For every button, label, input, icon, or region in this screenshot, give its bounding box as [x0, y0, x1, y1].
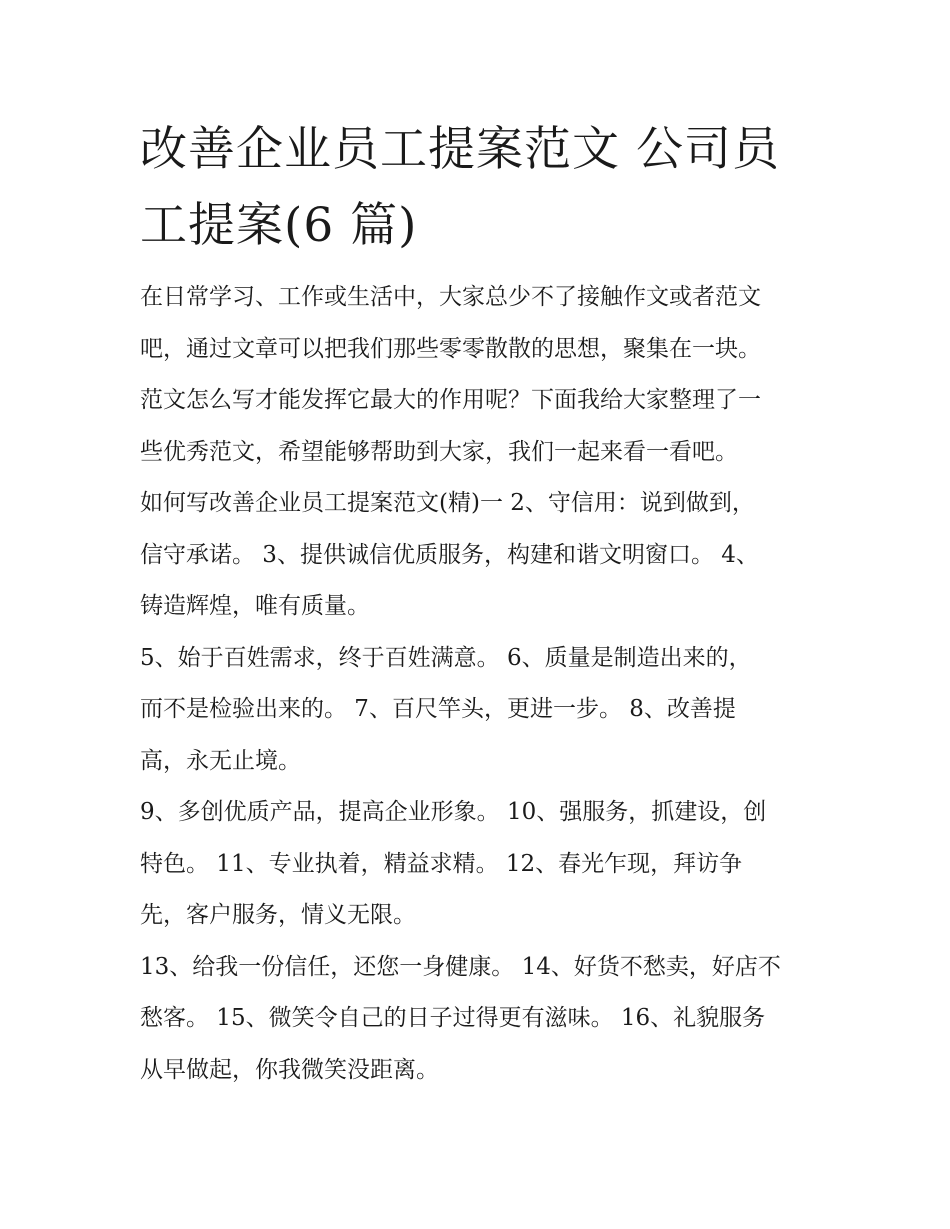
text-line: 而不是检验出来的。 7、百尺竿头，更进一步。 8、改善提 — [140, 696, 736, 722]
document-page — [140, 112, 815, 1096]
text-line: 高，永无止境。 — [140, 747, 301, 774]
text-line: 从早做起，你我微笑没距离。 — [140, 1056, 439, 1083]
text-line: 9、多创优质产品，提高企业形象。 10、强服务，抓建设，创 — [140, 799, 767, 825]
title-line: 工提案(6 篇) — [140, 198, 418, 253]
text-line: 吧，通过文章可以把我们那些零零散散的思想，聚集在一块。 — [140, 335, 761, 362]
text-line: 特色。 11、专业执着，精益求精。 12、春光乍现，拜访争 — [140, 850, 743, 877]
title-line: 改善企业员工提案范文 公司员 — [140, 122, 780, 177]
text-line: 信守承诺。 3、提供诚信优质服务，构建和谐文明窗口。 4、 — [140, 541, 759, 568]
text-line: 愁客。 15、微笑令自己的日子过得更有滋味。 16、礼貌服务 — [140, 1005, 766, 1031]
document-title — [140, 112, 815, 264]
text-line: 些优秀范文，希望能够帮助到大家，我们一起来看一看吧。 — [140, 438, 738, 465]
text-line: 13、给我一份信任，还您一身健康。 14、好货不愁卖，好店不 — [140, 953, 781, 980]
text-line: 如何写改善企业员工提案范文(精)一 2、守信用：说到做到， — [140, 490, 755, 516]
intro-paragraph — [140, 272, 815, 478]
text-line: 在日常学习、工作或生活中，大家总少不了接触作文或者范文 — [140, 284, 761, 310]
text-line: 先，客户服务，情义无限。 — [140, 902, 416, 928]
text-line: 5、始于百姓需求，终于百姓满意。 6、质量是制造出来的， — [140, 644, 752, 671]
text-line: 铸造辉煌，唯有质量。 — [140, 593, 370, 619]
body-paragraph — [140, 478, 815, 633]
body-paragraph — [140, 787, 815, 942]
body-paragraph — [140, 633, 815, 788]
body-paragraph — [140, 942, 815, 1097]
text-line: 范文怎么写才能发挥它最大的作用呢？下面我给大家整理了一 — [140, 387, 761, 413]
